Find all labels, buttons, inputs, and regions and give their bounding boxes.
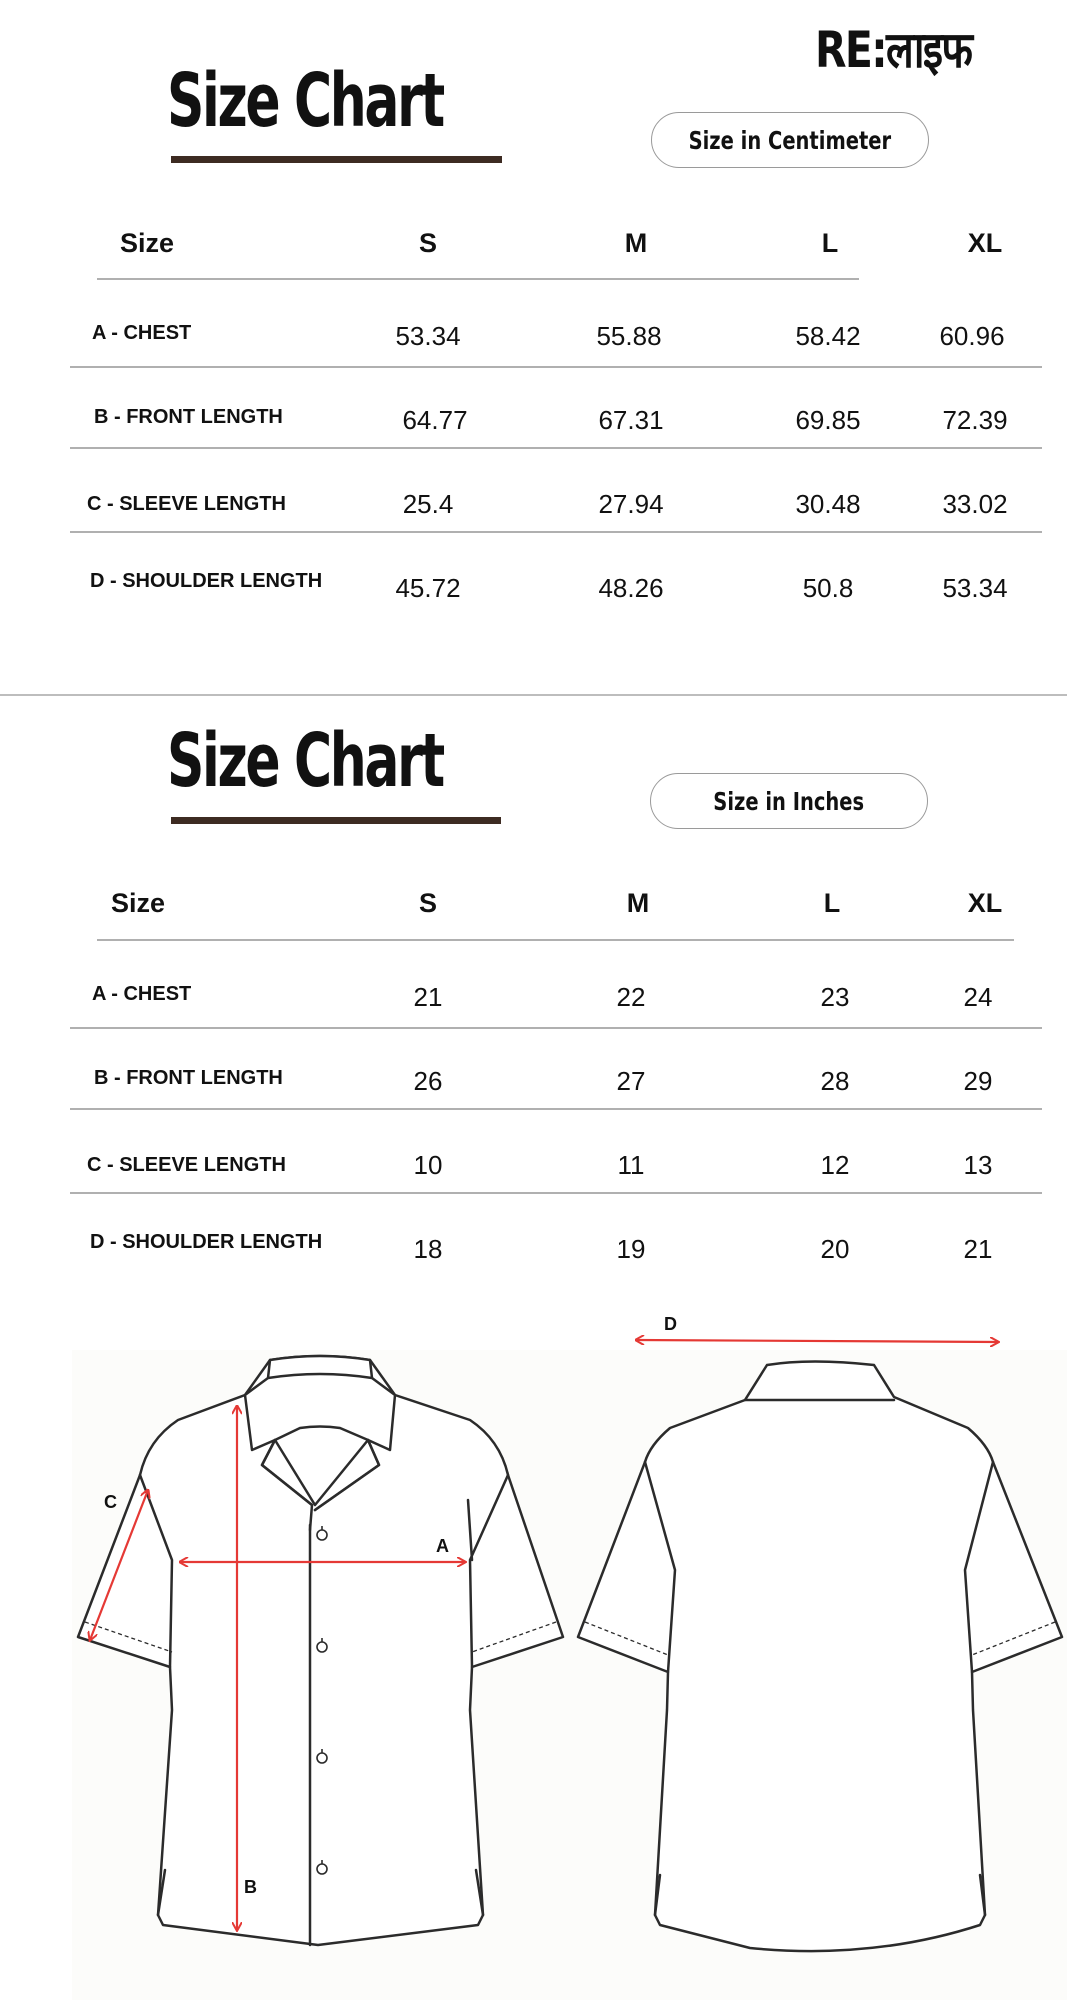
- cell-m: 55.88: [596, 321, 662, 351]
- cell-xl: 72.39: [942, 405, 1008, 435]
- column-header-xl: XL: [967, 888, 1003, 918]
- row-label-front-length: B - FRONT LENGTH: [94, 1067, 283, 1089]
- cell-l: 30.48: [795, 489, 861, 519]
- cell-xl: 21: [963, 1234, 993, 1264]
- cell-s: 18: [413, 1234, 443, 1264]
- shirt-measurement-diagram: [0, 1290, 1067, 2000]
- column-header-s: S: [418, 888, 438, 918]
- column-header-l: L: [823, 888, 841, 918]
- column-header-size: Size: [120, 228, 175, 258]
- cell-l: 50.8: [802, 573, 854, 603]
- header-divider: [97, 939, 1014, 941]
- cell-s: 25.4: [402, 489, 454, 519]
- cell-m: 27: [616, 1066, 646, 1096]
- cell-xl: 24: [963, 982, 993, 1012]
- cell-s: 53.34: [395, 321, 461, 351]
- column-header-xl: XL: [967, 228, 1003, 258]
- shoulder-length-arrow: [636, 1340, 998, 1342]
- cell-m: 27.94: [598, 489, 664, 519]
- row-label-sleeve-length: C - SLEEVE LENGTH: [87, 1154, 286, 1176]
- cell-l: 28: [820, 1066, 850, 1096]
- cell-m: 11: [617, 1150, 645, 1180]
- row-label-sleeve-length: C - SLEEVE LENGTH: [87, 493, 286, 515]
- unit-badge-label: Size in Inches: [713, 786, 865, 816]
- brand-logo: RE:लाइफ: [815, 21, 972, 79]
- page-title: Size Chart: [167, 58, 443, 144]
- cell-s: 45.72: [395, 573, 461, 603]
- row-divider: [70, 1027, 1042, 1029]
- cell-xl: 60.96: [939, 321, 1005, 351]
- column-header-l: L: [821, 228, 839, 258]
- row-label-shoulder-length: D - SHOULDER LENGTH: [90, 570, 323, 592]
- column-header-size: Size: [111, 888, 166, 918]
- label-b: B: [244, 1877, 257, 1897]
- cell-xl: 13: [963, 1150, 993, 1180]
- cell-s: 64.77: [402, 405, 468, 435]
- cell-l: 58.42: [795, 321, 861, 351]
- label-d: D: [664, 1314, 677, 1334]
- row-label-shoulder-length: D - SHOULDER LENGTH: [90, 1231, 323, 1253]
- cell-xl: 29: [963, 1066, 993, 1096]
- column-header-m: M: [626, 888, 650, 918]
- row-divider: [70, 1192, 1042, 1194]
- cell-m: 19: [616, 1234, 646, 1264]
- row-label-chest: A - CHEST: [92, 983, 192, 1005]
- row-label-front-length: B - FRONT LENGTH: [94, 406, 283, 428]
- label-c: C: [104, 1492, 117, 1512]
- cell-m: 48.26: [598, 573, 664, 603]
- unit-badge-label: Size in Centimeter: [688, 125, 892, 155]
- cell-l: 69.85: [795, 405, 861, 435]
- cell-m: 22: [616, 982, 646, 1012]
- cell-l: 12: [820, 1150, 850, 1180]
- column-header-m: M: [624, 228, 648, 258]
- row-divider: [70, 1108, 1042, 1110]
- row-label-chest: A - CHEST: [92, 322, 192, 344]
- cell-xl: 53.34: [942, 573, 1008, 603]
- cell-m: 67.31: [598, 405, 664, 435]
- cell-s: 21: [413, 982, 443, 1012]
- cell-l: 20: [820, 1234, 850, 1264]
- cell-xl: 33.02: [942, 489, 1008, 519]
- cell-s: 10: [413, 1150, 443, 1180]
- label-a: A: [436, 1536, 449, 1556]
- page-title: Size Chart: [167, 718, 443, 804]
- cell-s: 26: [413, 1066, 443, 1096]
- column-header-s: S: [418, 228, 438, 258]
- cell-l: 23: [820, 982, 850, 1012]
